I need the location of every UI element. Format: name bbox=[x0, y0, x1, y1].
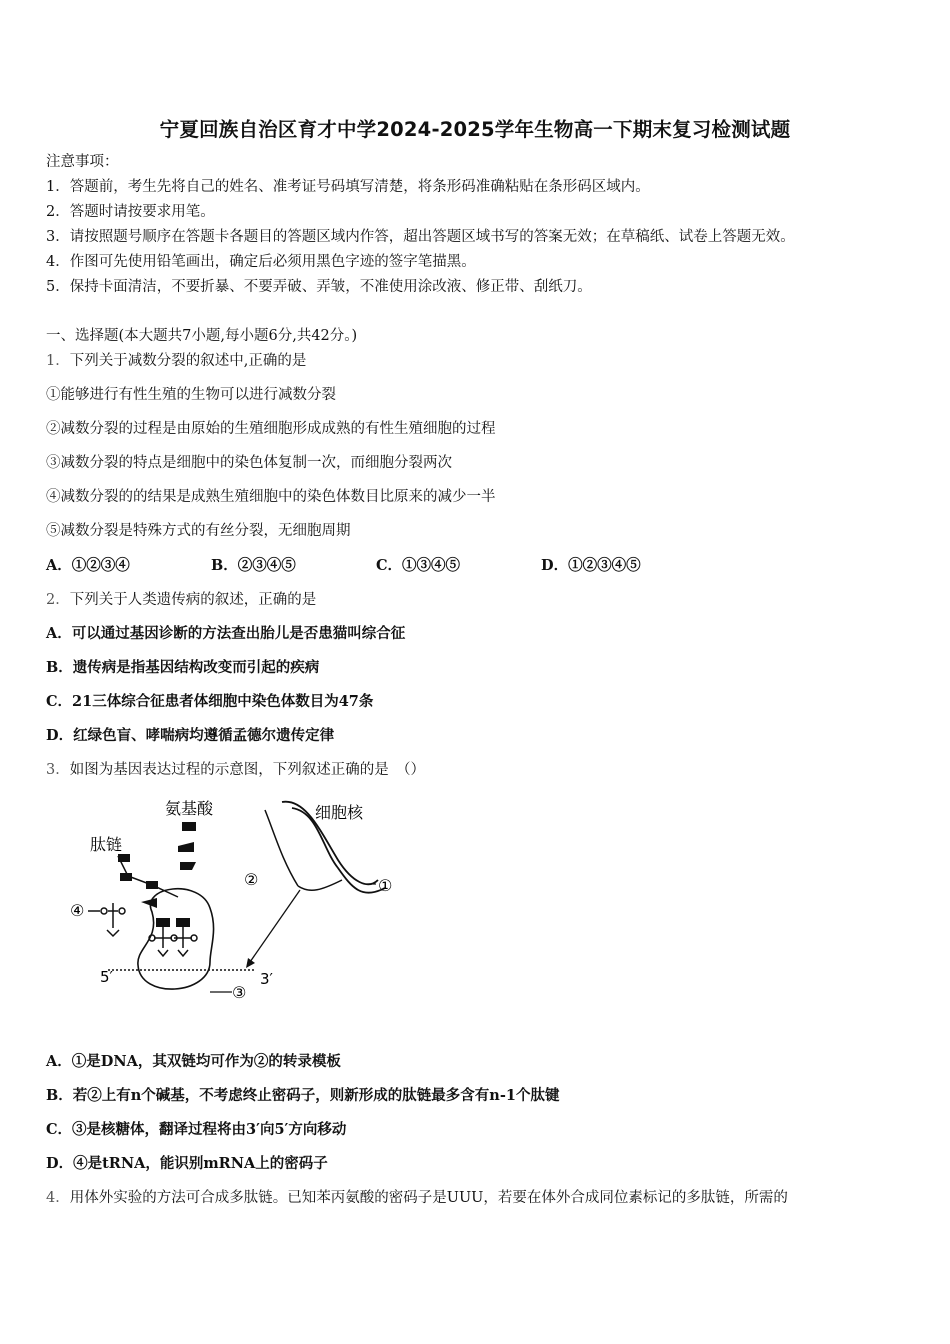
mrna-transcript bbox=[298, 880, 342, 890]
peptide-residue bbox=[141, 898, 157, 908]
notice-item: 4．作图可先使用铅笔画出，确定后必须用黑色字迹的签字笔描黑。 bbox=[46, 254, 476, 270]
notice-item: 2．答题时请按要求用笔。 bbox=[46, 204, 215, 220]
trna-icon bbox=[88, 903, 125, 936]
option-b[interactable]: B．遗传病是指基因结构改变而引起的疾病 bbox=[46, 659, 320, 676]
question-4 bbox=[46, 1188, 788, 1208]
option-d[interactable]: D．①②③④⑤ bbox=[541, 557, 641, 574]
statement: ①能够进行有性生殖的生物可以进行减数分裂 bbox=[46, 387, 336, 403]
amino-acid-icon bbox=[182, 822, 196, 831]
option-d[interactable]: D．红绿色盲、哮喘病均遵循孟德尔遗传定律 bbox=[46, 727, 335, 744]
marker-1: ① bbox=[378, 876, 393, 895]
option-c[interactable]: C．①③④⑤ bbox=[376, 557, 461, 574]
peptide-residue bbox=[146, 881, 158, 889]
amino-acid-icon bbox=[156, 918, 170, 927]
question-number: 1． bbox=[46, 353, 70, 369]
notice-heading: 注意事项： bbox=[46, 154, 119, 170]
question-2 bbox=[46, 590, 316, 610]
option-a[interactable]: A．可以通过基因诊断的方法查出胎儿是否患猫叫综合征 bbox=[46, 625, 406, 642]
amino-acid-icon bbox=[180, 862, 196, 870]
question-number: 3． bbox=[46, 762, 70, 778]
notice-item: 1．答题前，考生先将自己的姓名、准考证号码填写清楚，将条形码准确粘贴在条形码区域内。 bbox=[46, 179, 650, 195]
option-a[interactable]: A．①是DNA，其双链均可作为②的转录模板 bbox=[46, 1053, 341, 1070]
option-c[interactable]: C．21三体综合征患者体细胞中染色体数目为47条 bbox=[46, 693, 374, 710]
question-stem: 如图为基因表达过程的示意图，下列叙述正确的是 （） bbox=[69, 762, 425, 778]
question-stem: 下列关于减数分裂的叙述中,正确的是 bbox=[69, 353, 307, 369]
gene-expression-figure bbox=[60, 790, 410, 1010]
option-a[interactable]: A．①②③④ bbox=[46, 557, 130, 574]
arrow-line bbox=[250, 890, 300, 962]
page-title: 宁夏回族自治区育才中学2024-2025学年生物高一下期末复习检测试题 bbox=[159, 118, 791, 141]
statement: ④减数分裂的的结果是成熟生殖细胞中的染色体数目比原来的减少一半 bbox=[46, 489, 496, 505]
peptide-residue bbox=[118, 854, 130, 862]
section-heading: 一、选择题(本大题共7小题,每小题6分,共42分。) bbox=[46, 328, 358, 344]
label-5-prime: 5′ bbox=[100, 968, 113, 986]
label-peptide: 肽链 bbox=[90, 835, 123, 854]
trna-icon bbox=[174, 927, 197, 956]
marker-3: ③ bbox=[232, 983, 247, 1002]
question-number: 4． bbox=[46, 1190, 70, 1206]
amino-acid-icon bbox=[178, 842, 194, 852]
notice-item: 5．保持卡面清洁，不要折暴、不要弄破、弄皱，不准使用涂改液、修正带、刮纸刀。 bbox=[46, 279, 592, 295]
label-nucleus: 细胞核 bbox=[315, 803, 364, 822]
nuclear-membrane bbox=[265, 810, 298, 886]
peptide-residue bbox=[120, 873, 132, 881]
statement: ②减数分裂的过程是由原始的生殖细胞形成成熟的有性生殖细胞的过程 bbox=[46, 421, 496, 437]
amino-acid-icon bbox=[176, 918, 190, 927]
label-3-prime: 3′ bbox=[260, 970, 273, 988]
question-stem: 下列关于人类遗传病的叙述，正确的是 bbox=[69, 592, 317, 608]
option-d[interactable]: D．④是tRNA，能识别mRNA上的密码子 bbox=[46, 1155, 328, 1172]
statement: ⑤减数分裂是特殊方式的有丝分裂，无细胞周期 bbox=[46, 523, 351, 539]
option-c[interactable]: C．③是核糖体，翻译过程将由3′向5′方向移动 bbox=[46, 1121, 347, 1138]
question-number: 2． bbox=[46, 592, 70, 608]
statement: ③减数分裂的特点是细胞中的染色体复制一次，而细胞分裂两次 bbox=[46, 455, 452, 471]
question-1 bbox=[46, 351, 306, 371]
arrow-head-icon bbox=[246, 958, 255, 968]
question-stem: 用体外实验的方法可合成多肽链。已知苯丙氨酸的密码子是UUU，若要在体外合成同位素标记的多肽链，所需的 bbox=[69, 1190, 788, 1206]
label-amino-acid: 氨基酸 bbox=[165, 799, 214, 818]
option-b[interactable]: B．②③④⑤ bbox=[211, 557, 296, 574]
question-3 bbox=[46, 760, 425, 780]
q1-options bbox=[46, 556, 706, 576]
notice-item: 3．请按照题号顺序在答题卡各题目的答题区域内作答，超出答题区域书写的答案无效；在草稿纸、试卷上答题无效。 bbox=[46, 229, 795, 245]
marker-4: ④ bbox=[70, 901, 85, 920]
option-b[interactable]: B．若②上有n个碱基，不考虑终止密码子，则新形成的肽链最多含有n-1个肽键 bbox=[46, 1087, 560, 1104]
marker-2: ② bbox=[244, 870, 259, 889]
